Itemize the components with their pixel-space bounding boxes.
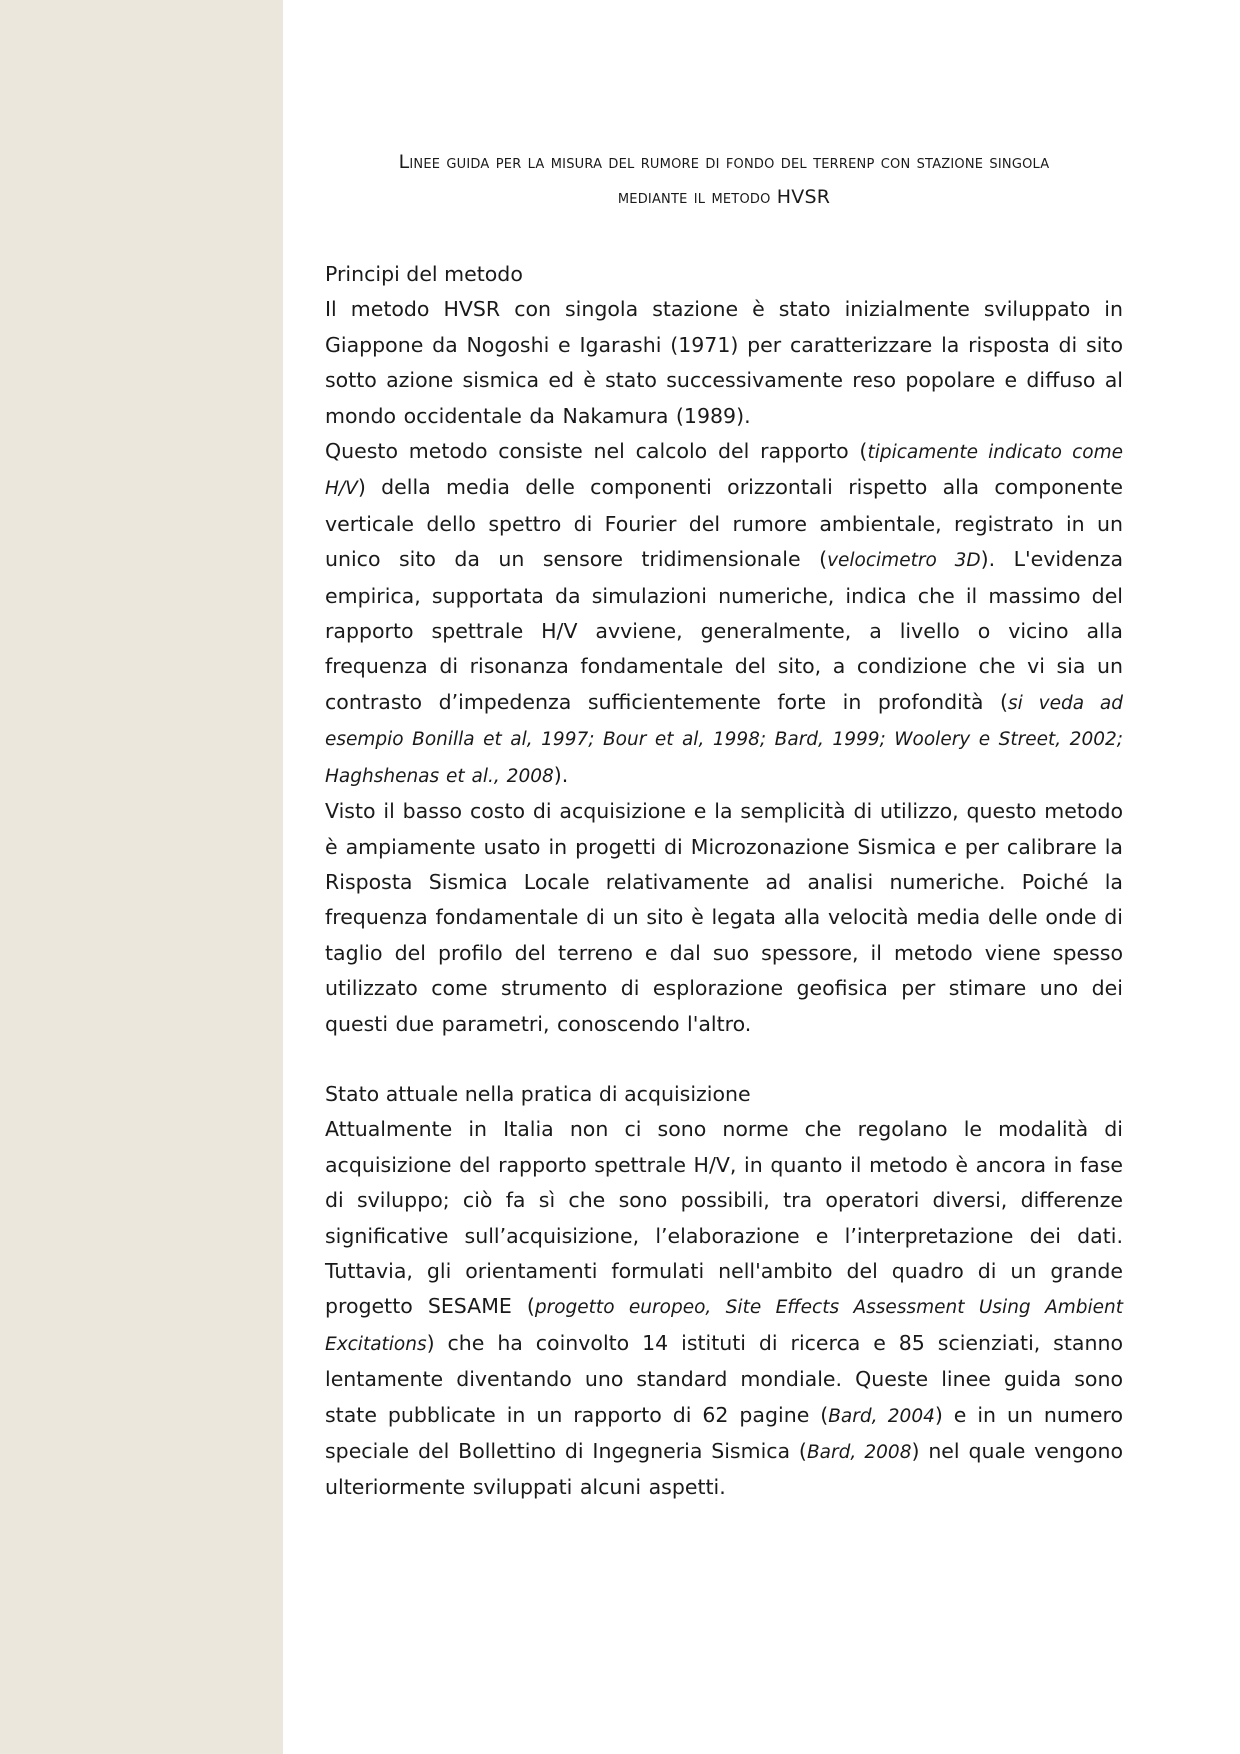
text-run: ) della media delle componenti orizzontali rispetto alla componente verticale dello spettro di Fourier del rumore ambientale, registrato in un unico sito da un sensore tridimensionale ( [325, 475, 1123, 572]
left-margin-band [0, 0, 283, 1754]
document-title [325, 145, 1123, 215]
document-page [325, 145, 1123, 1541]
paragraph-intro: Il metodo HVSR con singola stazione è stato inizialmente sviluppato in Giappone da Nogoshi e Igarashi (1971) per caratterizzare la risposta di sito sotto azione sismica ed è stato successivamente reso popolare e diffuso al mondo occidentale da Nakamura (1989). [325, 297, 1123, 428]
section-stato-attuale [325, 1077, 1123, 1506]
section-principi [325, 257, 1123, 1042]
italic-run: velocimetro 3D [827, 550, 981, 572]
italic-run: Bard, 2004 [828, 1405, 935, 1427]
italic-run: progetto europeo, Site Effects Assessment Using Ambient Excitations [325, 1297, 1123, 1355]
italic-run: si veda ad esempio Bonilla et al, 1997; Bour et al, 1998; Bard, 1999; Woolery e Street, 2002; Haghshenas et al., 2008 [325, 692, 1124, 787]
text-run: ) nel quale vengono ulteriormente sviluppati alcuni aspetti. [325, 1439, 1123, 1500]
paragraph-method [325, 434, 1123, 794]
italic-run: tipicamente indicato come H/V [325, 442, 1123, 500]
text-run: ) e in un numero speciale del Bollettino di Ingegneria Sismica ( [325, 1402, 1123, 1463]
paragraph-current-state [325, 1112, 1123, 1505]
text-run: Questo metodo consiste nel calcolo del rapporto ( [325, 439, 868, 464]
text-run: Attualmente in Italia non ci sono norme che regolano le modalità di acquisizione del rapporto spettrale H/V, in quanto il metodo è ancora in fase di sviluppo; ciò fa sì che sono possibili, tra operatori diversi, differenze significative sull’acquisizione, l’elaborazione e l’interpretazione dei dati. Tuttavia, gli orientamenti formulati nell'ambito del quadro di un grande progetto SESAME ( [325, 1117, 1123, 1319]
document-title-line-2: mediante il metodo HVSR [617, 186, 831, 208]
italic-run: Bard, 2008 [806, 1442, 912, 1463]
section-heading-stato-attuale: Stato attuale nella pratica di acquisizione [325, 1081, 751, 1106]
text-run: ) che ha coinvolto 14 istituti di ricerca e 85 scienziati, stanno lentamente diventando uno standard mondiale. Queste linee guida sono state pubblicate in un rapporto di 62 pagine ( [325, 1330, 1123, 1427]
text-run: ). L'evidenza empirica, supportata da simulazioni numeriche, indica che il massimo del rapporto spettrale H/V avviene, generalmente, a livello o vicino alla frequenza di risonanza fondamentale del sito, a condizione che vi sia un contrasto d’impedenza sufficientemente forte in profondità ( [325, 547, 1124, 714]
text-run: ). [553, 762, 569, 787]
paragraph-usage: Visto il basso costo di acquisizione e la semplicità di utilizzo, questo metodo è ampiamente usato in progetti di Microzonazione Sismica e per calibrare la Risposta Sismica Locale relativamente ad analisi numeriche. Poiché la frequenza fondamentale di un sito è legata alla velocità media delle onde di taglio del profilo del terreno e dal suo spessore, il metodo viene spesso utilizzato come strumento di esplorazione geofisica per stimare uno dei questi due parametri, conoscendo l'altro. [325, 799, 1123, 1036]
document-title-line-1: Linee guida per la misura del rumore di fondo del terrenp con stazione singola [398, 151, 1050, 173]
section-heading-principi: Principi del metodo [325, 262, 523, 286]
